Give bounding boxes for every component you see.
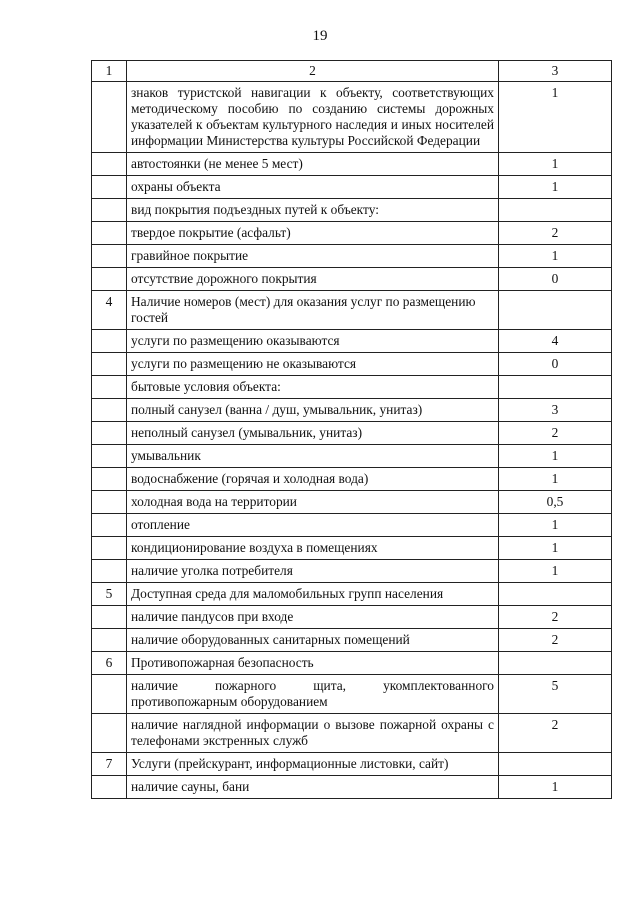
- table-row: [92, 222, 612, 245]
- score-cell: 1: [499, 82, 612, 153]
- score-cell: 2: [499, 714, 612, 753]
- score-cell: 5: [499, 675, 612, 714]
- table-row: [92, 353, 612, 376]
- score-cell: [499, 652, 612, 675]
- criterion-cell: вид покрытия подъездных путей к объекту:: [127, 199, 499, 222]
- criterion-cell: наличие пожарного щита, укомплектованного противопожарным оборудованием: [127, 675, 499, 714]
- row-number-cell: [92, 422, 127, 445]
- criterion-cell: водоснабжение (горячая и холодная вода): [127, 468, 499, 491]
- table-row: [92, 491, 612, 514]
- criterion-cell: наличие уголка потребителя: [127, 560, 499, 583]
- score-cell: [499, 199, 612, 222]
- row-number-cell: [92, 222, 127, 245]
- row-number-cell: 4: [92, 291, 127, 330]
- score-cell: [499, 583, 612, 606]
- criterion-cell: гравийное покрытие: [127, 245, 499, 268]
- table-row: [92, 399, 612, 422]
- row-number-cell: [92, 445, 127, 468]
- criterion-cell: отсутствие дорожного покрытия: [127, 268, 499, 291]
- score-cell: 2: [499, 629, 612, 652]
- table-row: [92, 776, 612, 799]
- score-cell: 1: [499, 153, 612, 176]
- score-cell: 0: [499, 268, 612, 291]
- score-cell: [499, 753, 612, 776]
- row-number-cell: [92, 629, 127, 652]
- criterion-cell: знаков туристской навигации к объекту, соответствующих методическому пособию по созданию системы дорожных указателей к объектам культурного наследия и иных носителей информации Министерства культуры Российской Федерации: [127, 82, 499, 153]
- criterion-cell: услуги по размещению оказываются: [127, 330, 499, 353]
- score-cell: 1: [499, 514, 612, 537]
- criterion-cell: полный санузел (ванна / душ, умывальник, унитаз): [127, 399, 499, 422]
- score-cell: [499, 376, 612, 399]
- row-number-cell: [92, 376, 127, 399]
- criterion-cell: твердое покрытие (асфальт): [127, 222, 499, 245]
- section-row: [92, 583, 612, 606]
- row-number-cell: 6: [92, 652, 127, 675]
- criterion-cell: холодная вода на территории: [127, 491, 499, 514]
- score-cell: 0: [499, 353, 612, 376]
- row-number-cell: [92, 153, 127, 176]
- score-cell: 1: [499, 176, 612, 199]
- score-cell: 4: [499, 330, 612, 353]
- row-number-cell: [92, 675, 127, 714]
- table-row: [92, 153, 612, 176]
- score-cell: 1: [499, 776, 612, 799]
- score-cell: 1: [499, 445, 612, 468]
- criteria-table: [91, 60, 612, 799]
- row-number-cell: [92, 82, 127, 153]
- row-number-cell: [92, 514, 127, 537]
- row-number-cell: 5: [92, 583, 127, 606]
- table-row: [92, 268, 612, 291]
- section-row: [92, 291, 612, 330]
- row-number-cell: [92, 245, 127, 268]
- row-number-cell: [92, 199, 127, 222]
- criterion-cell: неполный санузел (умывальник, унитаз): [127, 422, 499, 445]
- section-title-cell: Противопожарная безопасность: [127, 652, 499, 675]
- row-number-cell: [92, 353, 127, 376]
- score-cell: 1: [499, 245, 612, 268]
- table-row: [92, 560, 612, 583]
- row-number-cell: [92, 176, 127, 199]
- row-number-cell: [92, 330, 127, 353]
- table-row: [92, 468, 612, 491]
- score-cell: 1: [499, 468, 612, 491]
- table-row: [92, 176, 612, 199]
- criterion-cell: наличие наглядной информации о вызове пожарной охраны с телефонами экстренных служб: [127, 714, 499, 753]
- section-row: [92, 753, 612, 776]
- section-title-cell: Доступная среда для маломобильных групп населения: [127, 583, 499, 606]
- section-title-cell: Услуги (прейскурант, информационные листовки, сайт): [127, 753, 499, 776]
- score-cell: 2: [499, 422, 612, 445]
- table-row: [92, 675, 612, 714]
- table-row: [92, 445, 612, 468]
- header-cell-1: 1: [92, 61, 127, 82]
- criterion-cell: охраны объекта: [127, 176, 499, 199]
- criterion-cell: наличие пандусов при входе: [127, 606, 499, 629]
- score-cell: 1: [499, 537, 612, 560]
- criterion-cell: отопление: [127, 514, 499, 537]
- score-cell: 1: [499, 560, 612, 583]
- header-cell-2: 2: [127, 61, 499, 82]
- criterion-cell: наличие оборудованных санитарных помещений: [127, 629, 499, 652]
- row-number-cell: 7: [92, 753, 127, 776]
- score-cell: 2: [499, 222, 612, 245]
- section-row: [92, 652, 612, 675]
- row-number-cell: [92, 399, 127, 422]
- table-row: [92, 422, 612, 445]
- score-cell: [499, 291, 612, 330]
- row-number-cell: [92, 268, 127, 291]
- table-row: [92, 537, 612, 560]
- section-title-cell: Наличие номеров (мест) для оказания услуг по размещению гостей: [127, 291, 499, 330]
- table-row: [92, 606, 612, 629]
- score-cell: 2: [499, 606, 612, 629]
- row-number-cell: [92, 606, 127, 629]
- row-number-cell: [92, 537, 127, 560]
- row-number-cell: [92, 714, 127, 753]
- table-row: [92, 714, 612, 753]
- criterion-cell: умывальник: [127, 445, 499, 468]
- table-row: [92, 376, 612, 399]
- table-row: [92, 514, 612, 537]
- row-number-cell: [92, 560, 127, 583]
- criterion-cell: наличие сауны, бани: [127, 776, 499, 799]
- header-cell-3: 3: [499, 61, 612, 82]
- row-number-cell: [92, 491, 127, 514]
- table-row: [92, 330, 612, 353]
- criterion-cell: кондиционирование воздуха в помещениях: [127, 537, 499, 560]
- table-row: [92, 629, 612, 652]
- table-row: [92, 245, 612, 268]
- page-number: 19: [312, 28, 328, 44]
- criterion-cell: автостоянки (не менее 5 мест): [127, 153, 499, 176]
- row-number-cell: [92, 468, 127, 491]
- table-row: [92, 199, 612, 222]
- score-cell: 3: [499, 399, 612, 422]
- criterion-cell: услуги по размещению не оказываются: [127, 353, 499, 376]
- row-number-cell: [92, 776, 127, 799]
- score-cell: 0,5: [499, 491, 612, 514]
- table-row: [92, 82, 612, 153]
- criterion-cell: бытовые условия объекта:: [127, 376, 499, 399]
- table-header-row: [92, 61, 612, 82]
